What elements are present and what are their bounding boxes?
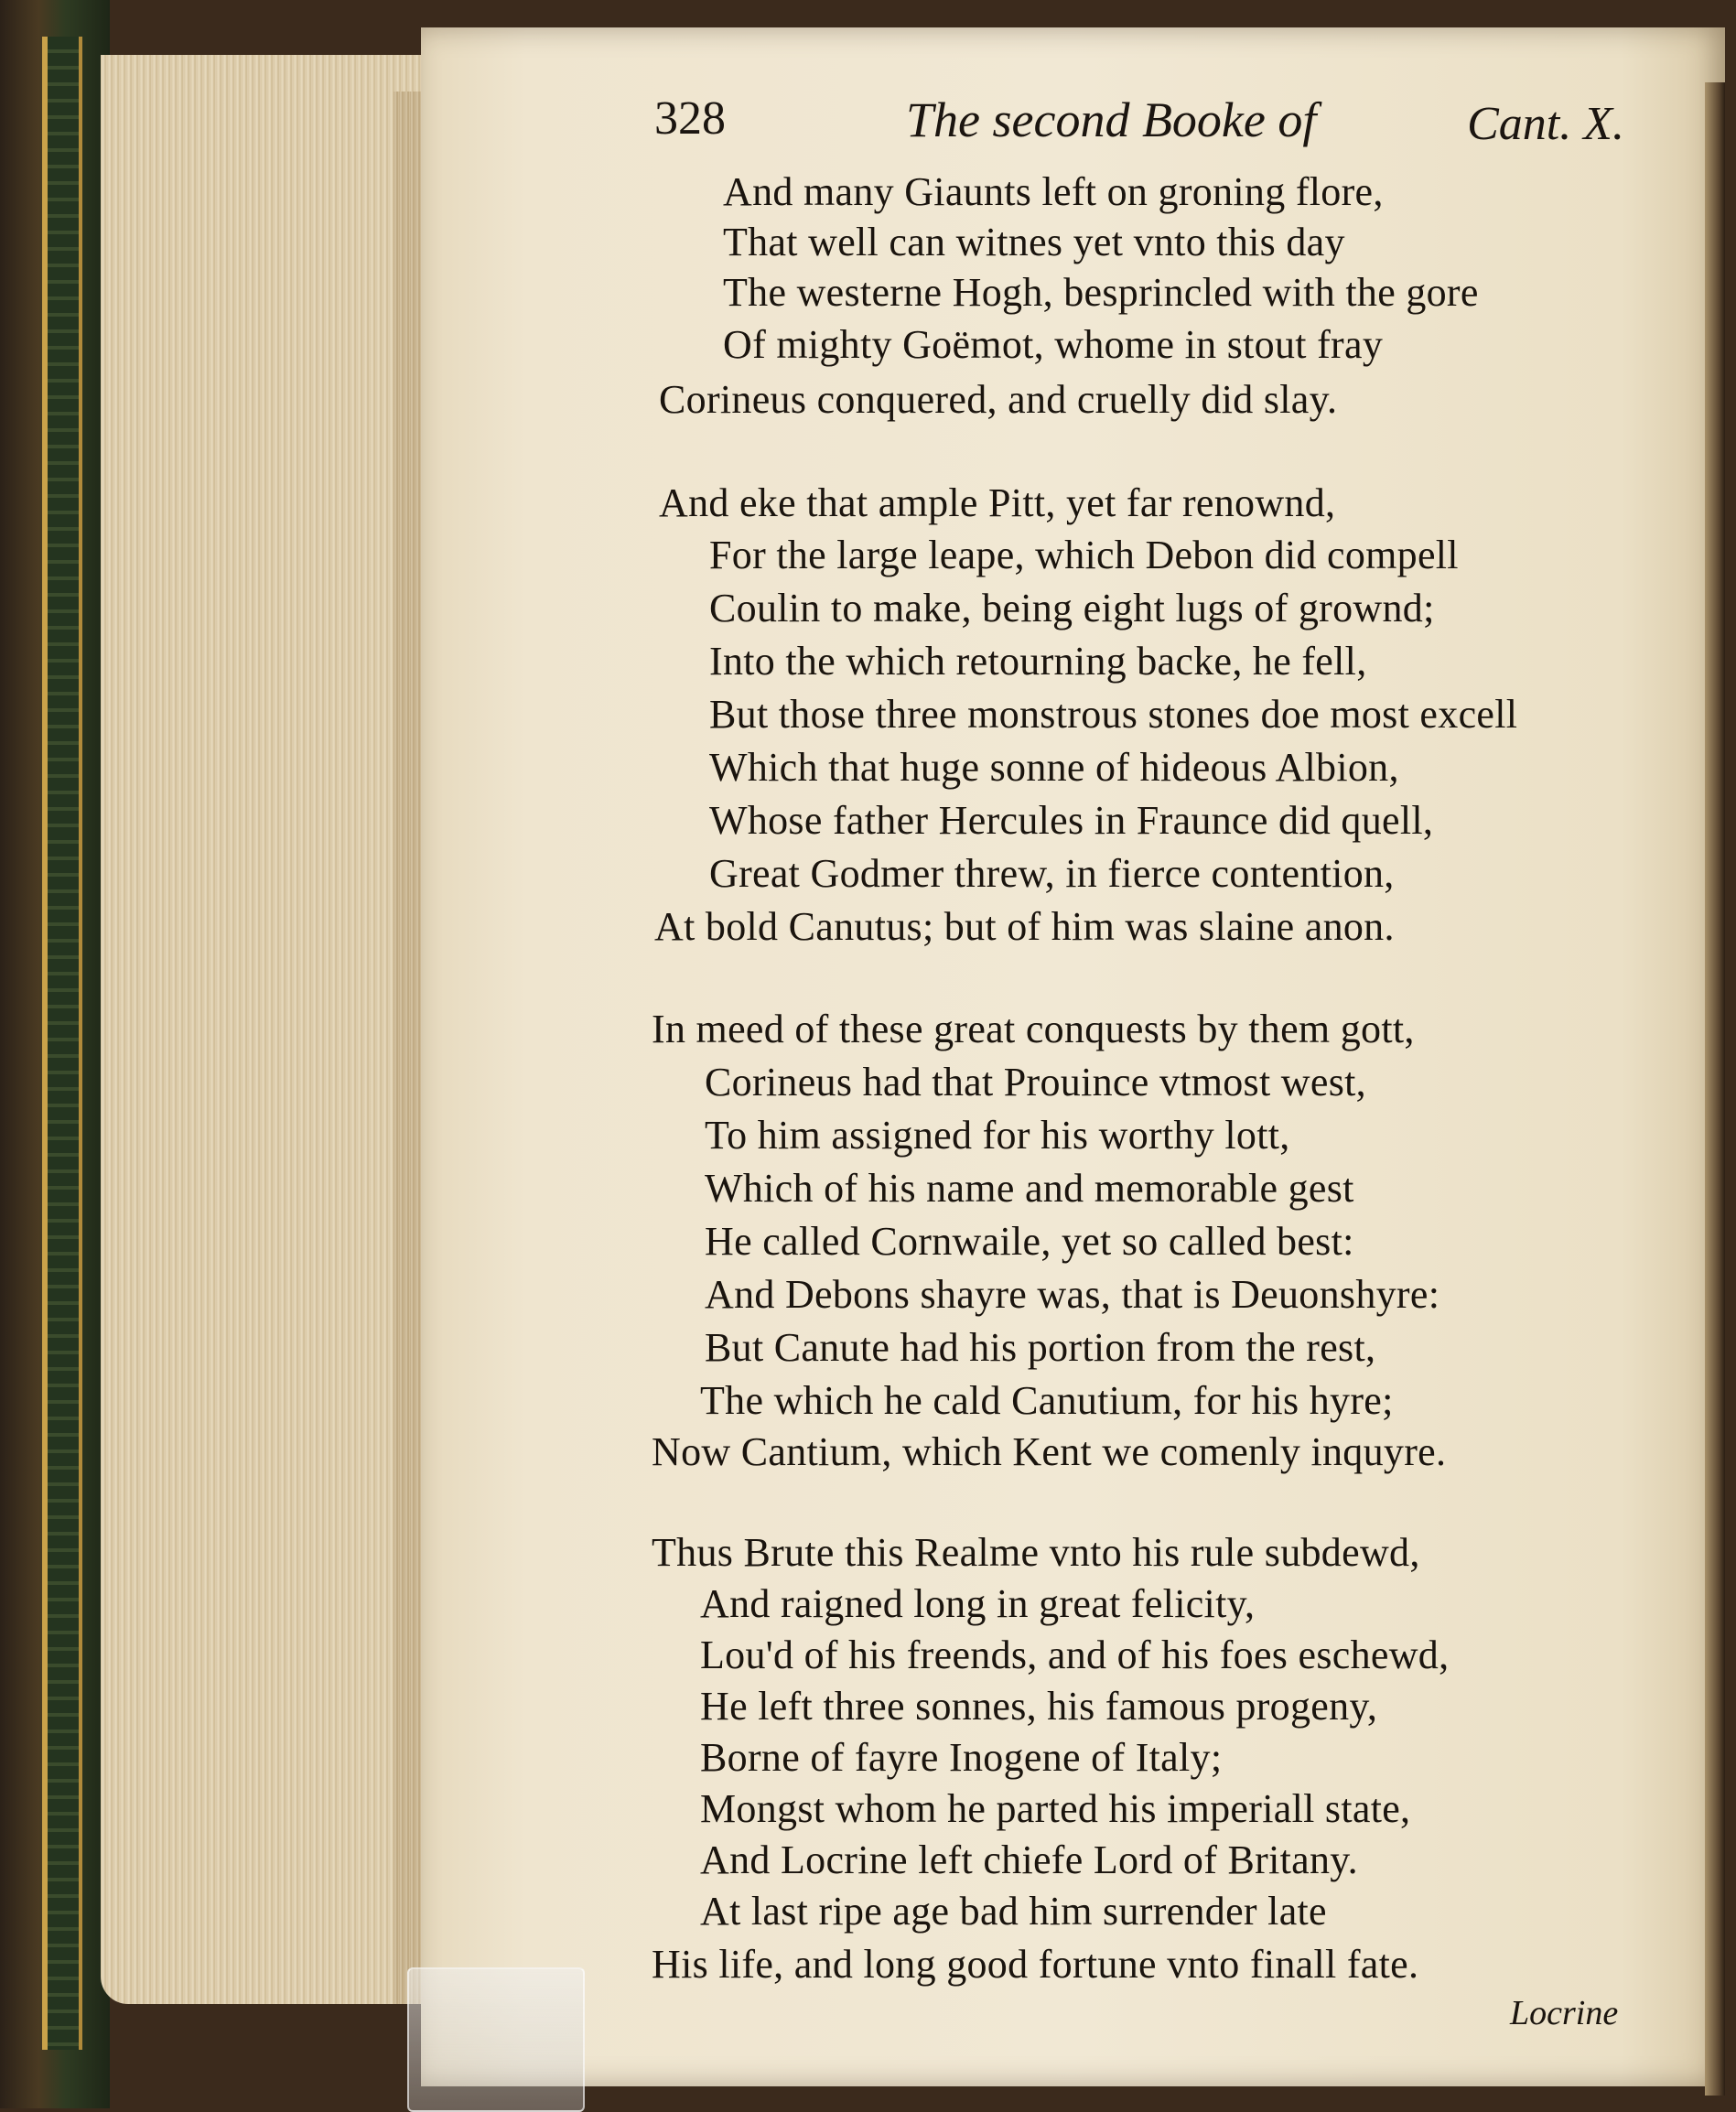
- page-edges: [101, 55, 430, 2004]
- verse-line: And Locrine left chiefe Lord of Britany.: [700, 1837, 1358, 1882]
- verse-line: Lou'd of his freends, and of his foes eschewd,: [700, 1632, 1450, 1677]
- verse-line: Into the which retourning backe, he fell,: [709, 639, 1367, 684]
- verse-line: Borne of fayre Inogene of Italy;: [700, 1735, 1223, 1780]
- page-number: 328: [654, 92, 726, 145]
- verse-line: And raigned long in great felicity,: [700, 1581, 1256, 1626]
- catchword: Locrine: [1510, 1994, 1619, 2032]
- verse-line: He left three sonnes, his famous progeny,: [700, 1684, 1378, 1729]
- gutter-shadow: [1705, 82, 1725, 2096]
- verse-line: And Debons shayre was, that is Deuonshyre:: [705, 1272, 1440, 1317]
- verse-line: He called Cornwaile, yet so called best:: [705, 1219, 1354, 1264]
- verse-line: Whose father Hercules in Fraunce did quell,: [709, 798, 1434, 843]
- canto-label: Cant. X.: [1467, 98, 1624, 150]
- verse-line: Coulin to make, being eight lugs of grownd;: [709, 586, 1435, 630]
- running-title: The second Booke of: [906, 92, 1317, 147]
- verse-line: That well can witnes yet vnto this day: [723, 220, 1345, 264]
- book-stand-clip: [407, 1967, 585, 2112]
- verse-line: At last ripe age bad him surrender late: [700, 1889, 1327, 1934]
- verse-line: Thus Brute this Realme vnto his rule subdewd,: [652, 1530, 1420, 1575]
- book-cover: [0, 0, 110, 2108]
- verse-line: The westerne Hogh, besprincled with the gore: [723, 270, 1479, 315]
- verse-line: Great Godmer threw, in fierce contention,: [709, 851, 1395, 896]
- verse-line: Which of his name and memorable gest: [705, 1166, 1354, 1211]
- verse-line: Which that huge sonne of hideous Albion,: [709, 745, 1399, 790]
- verse-line: But those three monstrous stones doe most excell: [709, 692, 1518, 737]
- verse-line: Corineus conquered, and cruelly did slay.: [659, 377, 1338, 422]
- verse-line: The which he cald Canutium, for his hyre;: [700, 1378, 1394, 1423]
- verse-line: Mongst whom he parted his imperiall state,: [700, 1786, 1411, 1831]
- verse-line: Now Cantium, which Kent we comenly inquyre.: [652, 1429, 1447, 1474]
- verse-line: And eke that ample Pitt, yet far renownd,: [659, 480, 1336, 525]
- verse-line: For the large leape, which Debon did compell: [709, 533, 1459, 577]
- verse-line: Of mighty Goëmot, whome in stout fray: [723, 322, 1384, 367]
- verse-line: In meed of these great conquests by them gott,: [652, 1007, 1415, 1051]
- verse-line: To him assigned for his worthy lott,: [705, 1113, 1290, 1158]
- verse-line: Corineus had that Prouince vtmost west,: [705, 1060, 1366, 1104]
- verse-line: His life, and long good fortune vnto finall fate.: [652, 1942, 1419, 1987]
- verse-line: And many Giaunts left on groning flore,: [723, 169, 1384, 214]
- page-header: [654, 92, 1624, 165]
- verse-line: At bold Canutus; but of him was slaine anon.: [654, 904, 1395, 949]
- verse-line: But Canute had his portion from the rest,: [705, 1325, 1376, 1370]
- gilt-border-decoration: [42, 37, 82, 2050]
